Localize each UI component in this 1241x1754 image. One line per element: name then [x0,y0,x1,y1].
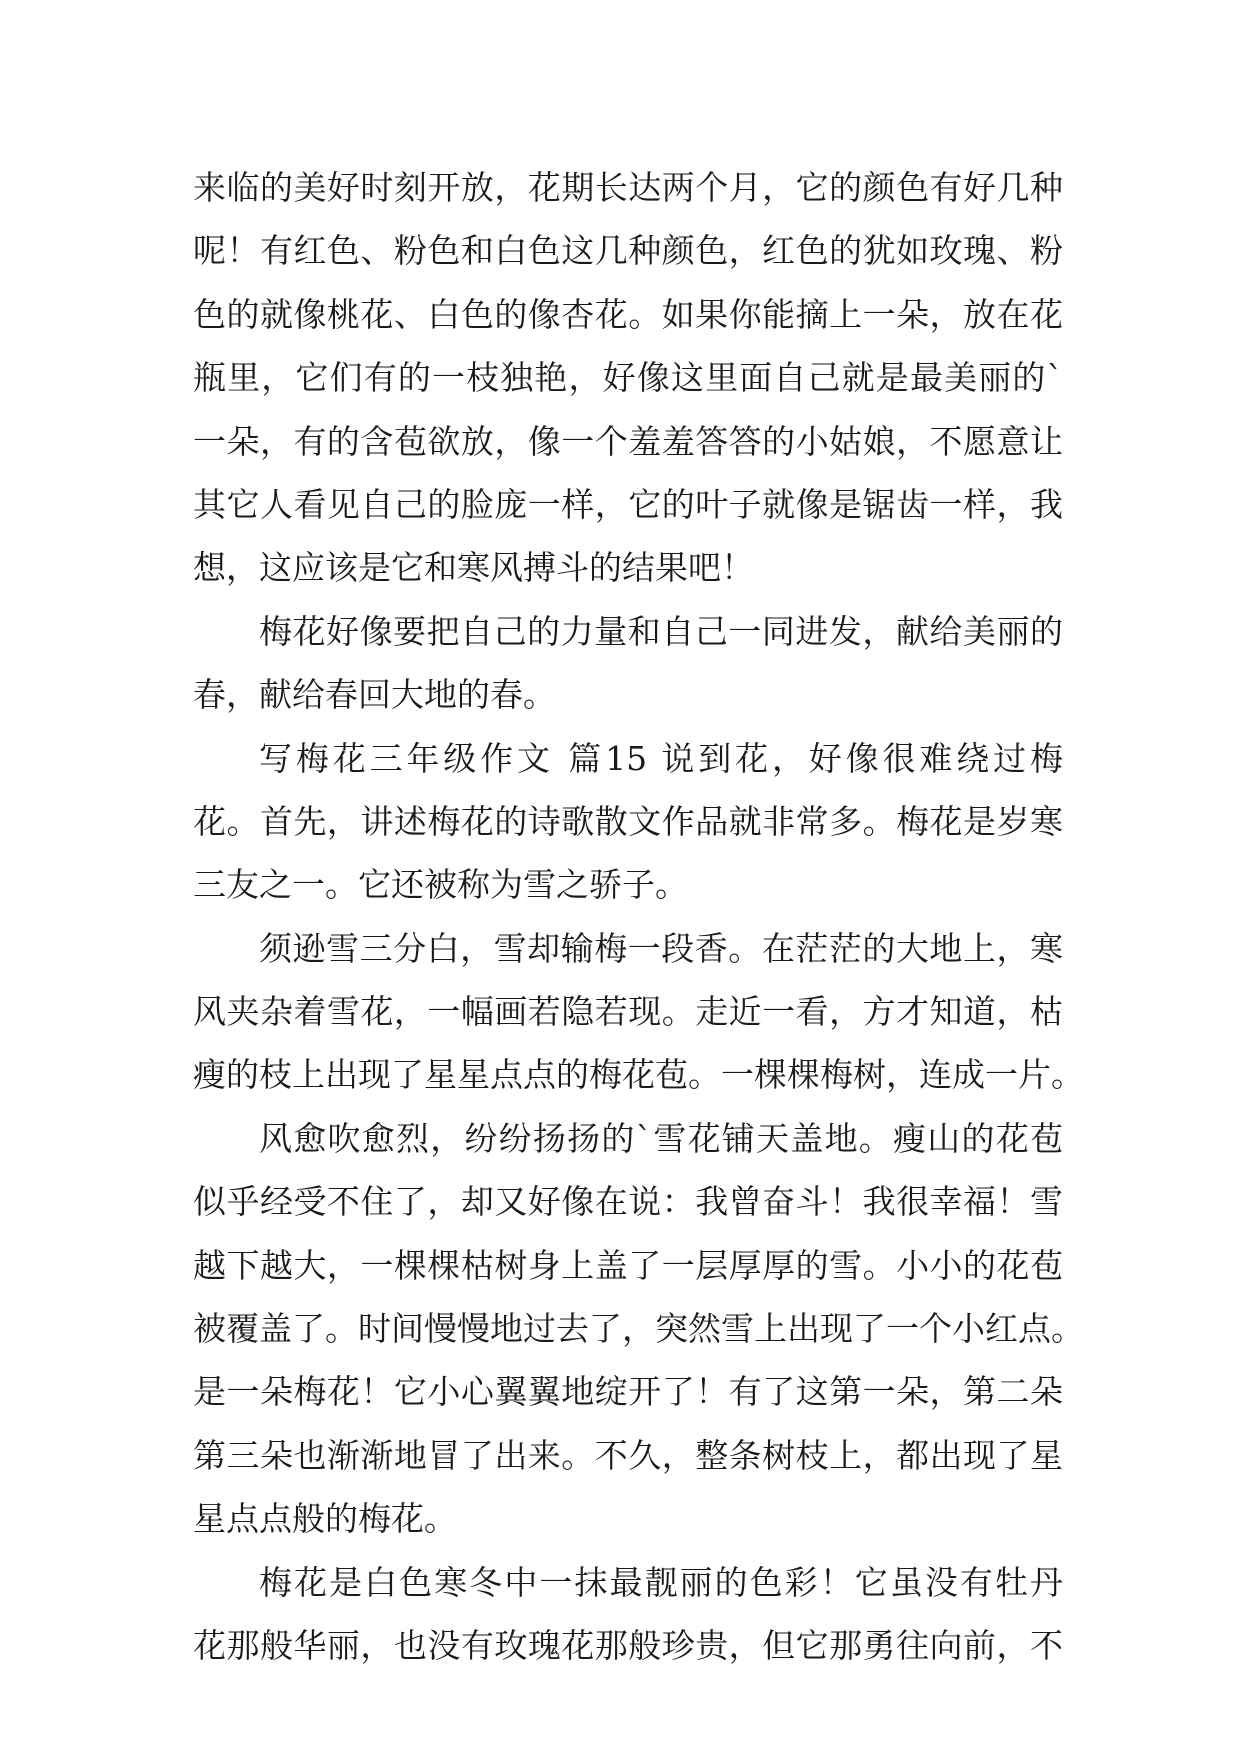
text-line: 是一朵梅花！它小心翼翼地绽开了！有了这第一朵，第二朵 [193,1372,1063,1412]
text-line: 来临的美好时刻开放，花期长达两个月，它的颜色有好几种 [193,168,1063,207]
paragraph-start-line: 须逊雪三分白，雪却输梅一段香。在茫茫的大地上，寒 [259,928,1063,968]
text-line: 越下越大，一棵棵枯树身上盖了一层厚厚的雪。小小的花苞 [193,1245,1063,1285]
text-line: 其它人看见自己的脸庞一样，它的叶子就像是锯齿一样，我 [193,484,1063,524]
text-line: 瘦的枝上出现了星星点点的梅花苞。一棵棵梅树，连成一片。 [193,1055,1084,1095]
text-line: 色的就像桃花、白色的像杏花。如果你能摘上一朵，放在花 [193,294,1063,334]
text-line: 花。首先，讲述梅花的诗歌散文作品就非常多。梅花是岁寒 [193,801,1063,841]
text-line: 三友之一。它还被称为雪之骄子。 [193,865,688,905]
paragraph-start-line: 梅花是白色寒冬中一抹最靓丽的色彩！它虽没有牡丹 [259,1562,1063,1602]
essay-text [193,156,1084,1677]
text-line: 风夹杂着雪花，一幅画若隐若现。走近一看，方才知道，枯 [193,992,1063,1032]
paragraph-start-line: 风愈吹愈烈，纷纷扬扬的`雪花铺天盖地。瘦山的花苞 [259,1118,1063,1158]
paragraph-start-line: 梅花好像要把自己的力量和自己一同进发，献给美丽的 [259,611,1063,651]
text-line: 星点点般的梅花。 [193,1499,457,1539]
text-line: 瓶里，它们有的一枝独艳，好像这里面自己就是最美丽的` [193,358,1063,398]
text-line: 一朵，有的含苞欲放，像一个羞羞答答的小姑娘，不愿意让 [193,421,1063,461]
section-heading-line: 写梅花三年级作文 篇15 说到花，好像很难绕过梅 [259,738,1063,778]
text-line: 似乎经受不住了，却又好像在说：我曾奋斗！我很幸福！雪 [193,1182,1063,1222]
text-line: 呢！有红色、粉色和白色这几种颜色，红色的犹如玫瑰、粉 [193,231,1063,271]
text-line: 花那般华丽，也没有玫瑰花那般珍贵，但它那勇往向前，不 [193,1625,1063,1665]
text-line: 第三朵也渐渐地冒了出来。不久，整条树枝上，都出现了星 [193,1435,1063,1475]
text-line: 春，献给春回大地的春。 [193,675,556,715]
text-line: 想，这应该是它和寒风搏斗的结果吧！ [193,548,754,588]
text-line: 被覆盖了。时间慢慢地过去了，突然雪上出现了一个小红点。 [193,1309,1084,1349]
